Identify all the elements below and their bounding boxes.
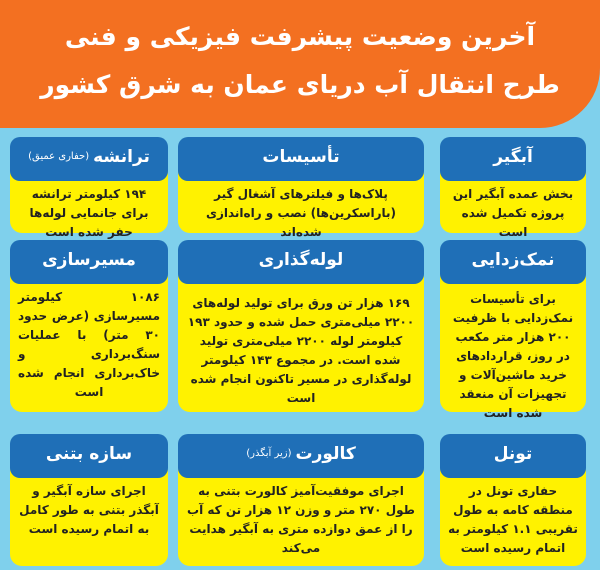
card-body-text: بخش عمده آبگیر این پروژه تکمیل شده است	[452, 187, 574, 239]
card-title-text: تأسیسات	[262, 147, 340, 167]
card-title-text: کالورت	[295, 444, 356, 464]
card-title-text: ترانشه	[93, 147, 150, 167]
card-kalvert	[178, 444, 424, 566]
card-title	[178, 240, 424, 284]
card-abgir	[440, 147, 586, 239]
card-title-text: تونل	[493, 444, 533, 464]
card-title	[440, 240, 586, 284]
card-namakzodai	[440, 250, 586, 420]
card-title	[10, 240, 168, 284]
card-tonel	[440, 444, 586, 566]
card-title-text: مسیرسازی	[42, 250, 136, 270]
card-title-text: سازه بتنی	[45, 444, 133, 464]
card-tasisat	[178, 147, 424, 239]
card-body-text: ۱۶۹ هزار تن ورق برای تولید لوله‌های ۲۲۰۰ میلی‌متری حمل شده و حدود ۱۹۳ کیلومتر لوله ۲۲۰۰ میلی‌متری تولید شده است. در مجموع ۱۴۳ کیلومتر لوله‌گذاری در مسیر تاکنون انجام شده است	[187, 296, 415, 405]
card-masirsazi	[10, 250, 168, 412]
card-title-text: لوله‌گذاری	[258, 250, 344, 270]
card-title-text: آبگیر	[493, 147, 533, 167]
card-body-text: برای تأسیسات نمک‌زدایی با ظرفیت ۲۰۰ هزار متر مکعب در روز، قراردادهای خرید ماشین‌آلات و تجهیزات آن منعقد شده است	[452, 292, 574, 420]
card-title	[178, 137, 424, 181]
card-subtitle: (زیر آبگذر)	[246, 448, 292, 459]
header-banner	[0, 0, 600, 128]
card-title	[10, 137, 168, 181]
card-subtitle: (حفاری عمیق)	[28, 151, 90, 162]
card-title	[440, 137, 586, 181]
card-body-text: ۱۰۸۶ کیلومتر مسیرسازی (عرض حدود ۳۰ متر) با عملیات سنگ‌برداری و خاک‌برداری انجام شده است	[18, 290, 160, 399]
card-sazebetoni	[10, 444, 168, 566]
card-title	[440, 434, 586, 478]
card-body-text: حفاری تونل در منطقه کامه به طول تقریبی ۱.۱ کیلومتر به اتمام رسیده است	[448, 484, 578, 555]
card-title-text: نمک‌زدایی	[471, 250, 555, 270]
card-taranshe	[10, 147, 168, 239]
card-lolegozari	[178, 250, 424, 412]
card-body-text: اجرای موفقیت‌آمیز کالورت بتنی به طول ۲۷۰ متر و وزن ۱۲ هزار تن که آب را از عمق دوازده متری به آبگیر هدایت می‌کند	[187, 484, 415, 555]
card-title	[10, 434, 168, 478]
card-body-text: پلاک‌ها و فیلترهای آشغال گیر (باراسکرین‌ها) نصب و راه‌اندازی شده‌اند	[205, 187, 397, 239]
header-title-line1: آخرین وضعیت پیشرفت فیزیکی و فنی	[64, 22, 536, 51]
card-title	[178, 434, 424, 478]
header-title-line2: طرح انتقال آب دریای عمان به شرق کشور	[40, 70, 560, 99]
card-body-text: ۱۹۴ کیلومتر ترانشه برای جانمایی لوله‌ها حفر شده است	[29, 187, 149, 239]
card-body-text: اجرای سازه آبگیر و آبگذر بتنی به طور کامل به اتمام رسیده است	[19, 484, 159, 536]
